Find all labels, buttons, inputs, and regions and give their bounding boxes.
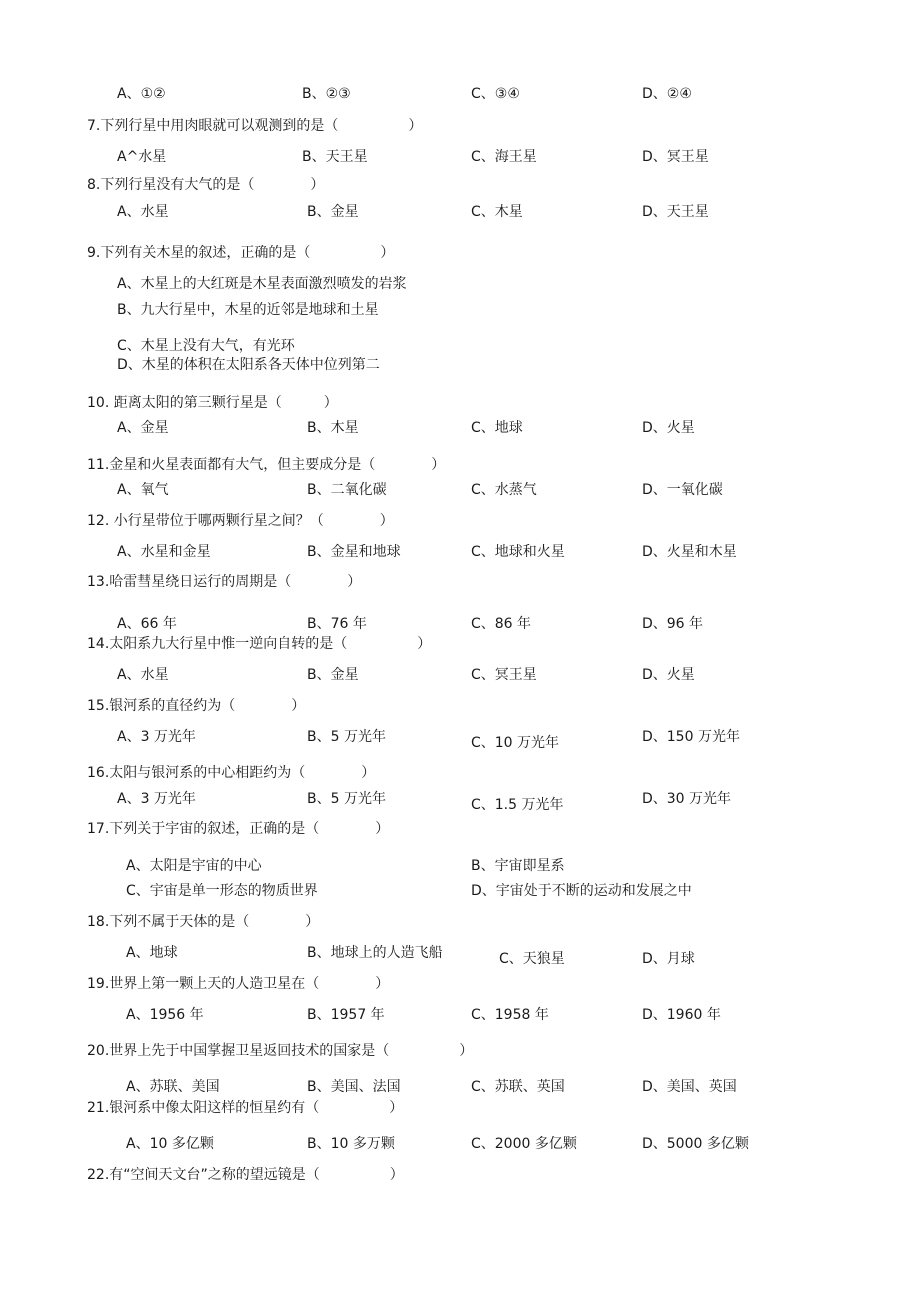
q11-option-d: D、一氧化碳 — [642, 482, 723, 498]
q9-option-b: B、九大行星中，木星的近邻是地球和土星 — [117, 302, 379, 318]
q21-stem: 21.银河系中像太阳这样的恒星约有（ ） — [87, 1100, 404, 1116]
q16-stem: 16.太阳与银河系的中心相距约为（ ） — [87, 765, 376, 781]
q21-option-b: B、10 多万颗 — [307, 1136, 395, 1152]
q6-option-a: A、①② — [117, 86, 166, 102]
q18-stem: 18.下列不属于天体的是（ ） — [87, 914, 320, 930]
q6-option-b: B、②③ — [302, 86, 351, 102]
q17-option-c: C、宇宙是单一形态的物质世界 — [126, 883, 318, 899]
q7-option-c: C、海王星 — [471, 149, 537, 165]
q6-option-c: C、③④ — [471, 86, 520, 102]
q13-stem: 13.哈雷彗星绕日运行的周期是（ ） — [87, 574, 362, 590]
q15-option-c: C、10 万光年 — [471, 735, 560, 751]
q9-option-c: C、木星上没有大气，有光环 — [117, 338, 295, 354]
q14-stem: 14.太阳系九大行星中惟一逆向自转的是（ ） — [87, 636, 432, 652]
q11-stem: 11.金星和火星表面都有大气，但主要成分是（ ） — [87, 457, 446, 473]
q9-option-d: D、木星的体积在太阳系各天体中位列第二 — [117, 357, 380, 373]
q14-option-a: A、水星 — [117, 667, 169, 683]
q13-option-d: D、96 年 — [642, 616, 704, 632]
q18-option-c: C、天狼星 — [499, 951, 565, 967]
q14-option-b: B、金星 — [307, 667, 359, 683]
q17-option-b: B、宇宙即星系 — [471, 858, 565, 874]
q15-option-b: B、5 万光年 — [307, 729, 386, 745]
q14-option-d: D、火星 — [642, 667, 695, 683]
q12-option-c: C、地球和火星 — [471, 544, 565, 560]
q16-option-d: D、30 万光年 — [642, 791, 732, 807]
q18-option-a: A、地球 — [126, 945, 178, 961]
q20-option-a: A、苏联、美国 — [126, 1079, 220, 1095]
q13-option-a: A、66 年 — [117, 616, 177, 632]
q21-option-d: D、5000 多亿颗 — [642, 1136, 749, 1152]
q12-option-d: D、火星和木星 — [642, 544, 737, 560]
q18-option-d: D、月球 — [642, 951, 695, 967]
q12-option-a: A、水星和金星 — [117, 544, 211, 560]
q10-option-c: C、地球 — [471, 420, 523, 436]
q15-stem: 15.银河系的直径约为（ ） — [87, 698, 306, 714]
q16-option-b: B、5 万光年 — [307, 791, 386, 807]
q7-option-d: D、冥王星 — [642, 149, 709, 165]
q11-option-a: A、氧气 — [117, 482, 169, 498]
q8-option-a: A、水星 — [117, 204, 169, 220]
q20-stem: 20.世界上先于中国掌握卫星返回技术的国家是（ ） — [87, 1043, 474, 1059]
q16-option-a: A、3 万光年 — [117, 791, 196, 807]
q8-option-b: B、金星 — [307, 204, 359, 220]
q19-option-d: D、1960 年 — [642, 1007, 721, 1023]
q21-option-c: C、2000 多亿颗 — [471, 1136, 577, 1152]
q8-option-c: C、木星 — [471, 204, 523, 220]
q15-option-d: D、150 万光年 — [642, 729, 740, 745]
q13-option-c: C、86 年 — [471, 616, 532, 632]
q12-option-b: B、金星和地球 — [307, 544, 401, 560]
q22-stem: 22.有“空间天文台”之称的望远镜是（ ） — [87, 1167, 404, 1183]
q20-option-b: B、美国、法国 — [307, 1079, 401, 1095]
q10-option-b: B、木星 — [307, 420, 359, 436]
q9-stem: 9.下列有关木星的叙述，正确的是（ ） — [87, 245, 395, 261]
q7-stem: 7.下列行星中用肉眼就可以观测到的是（ ） — [87, 118, 423, 134]
q14-option-c: C、冥王星 — [471, 667, 537, 683]
q19-option-a: A、1956 年 — [126, 1007, 204, 1023]
q8-option-d: D、天王星 — [642, 204, 709, 220]
q17-stem: 17.下列关于宇宙的叙述，正确的是（ ） — [87, 821, 390, 837]
q19-stem: 19.世界上第一颗上天的人造卫星在（ ） — [87, 976, 390, 992]
q17-option-a: A、太阳是宇宙的中心 — [126, 858, 262, 874]
q17-option-d: D、宇宙处于不断的运动和发展之中 — [471, 883, 692, 899]
q21-option-a: A、10 多亿颗 — [126, 1136, 214, 1152]
q19-option-c: C、1958 年 — [471, 1007, 549, 1023]
q18-option-b: B、地球上的人造飞船 — [307, 945, 443, 961]
q15-option-a: A、3 万光年 — [117, 729, 196, 745]
q7-option-a: A^水星 — [117, 149, 167, 165]
q7-option-b: B、天王星 — [302, 149, 368, 165]
q13-option-b: B、76 年 — [307, 616, 367, 632]
q10-option-d: D、火星 — [642, 420, 695, 436]
q20-option-c: C、苏联、英国 — [471, 1079, 565, 1095]
q11-option-b: B、二氧化碳 — [307, 482, 387, 498]
q10-stem: 10. 距离太阳的第三颗行星是（ ） — [87, 395, 338, 411]
q20-option-d: D、美国、英国 — [642, 1079, 737, 1095]
q8-stem: 8.下列行星没有大气的是（ ） — [87, 177, 325, 193]
q16-option-c: C、1.5 万光年 — [471, 797, 564, 813]
q19-option-b: B、1957 年 — [307, 1007, 385, 1023]
q6-option-d: D、②④ — [642, 86, 692, 102]
q12-stem: 12. 小行星带位于哪两颗行星之间？（ ） — [87, 513, 394, 529]
q9-option-a: A、木星上的大红斑是木星表面激烈喷发的岩浆 — [117, 276, 407, 292]
q11-option-c: C、水蒸气 — [471, 482, 537, 498]
q10-option-a: A、金星 — [117, 420, 169, 436]
